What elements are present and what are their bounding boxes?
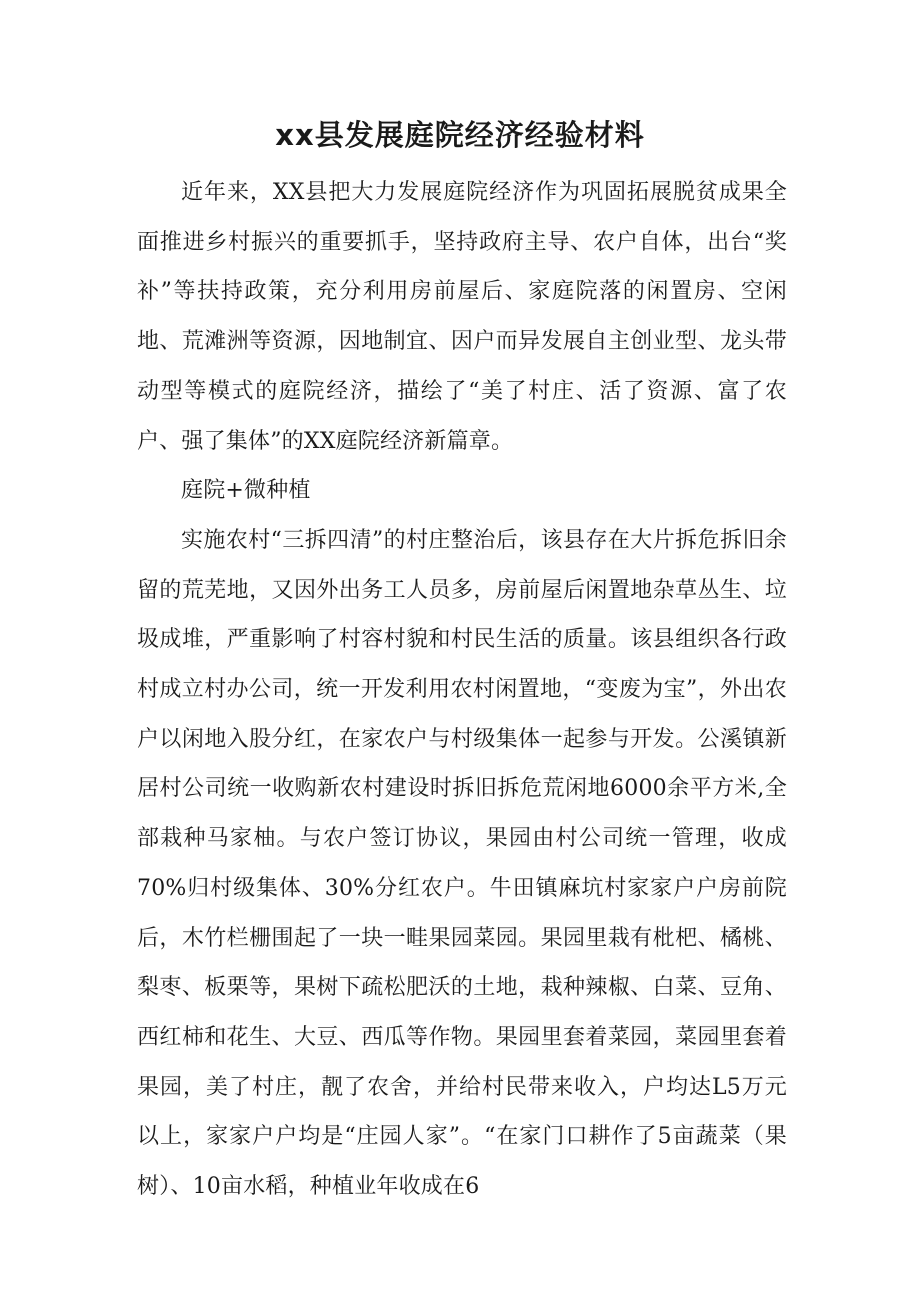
document-body <box>137 168 787 1212</box>
section-paragraph: 实施农村“三拆四清”的村庄整治后，该县存在大片拆危拆旧余留的荒芜地，又因外出务工人员多，房前屋后闲置地杂草丛生、垃圾成堆，严重影响了村容村貌和村民生活的质量。该县组织各行政村成立村办公司，统一开发利用农村闲置地，“变废为宝”，外出农户以闲地入股分红，在家农户与村级集体一起参与开发。公溪镇新居村公司统一收购新农村建设时拆旧拆危荒闲地6000余平方米,全部栽种马家柚。与农户签订协议，果园由村公司统一管理，收成70%归村级集体、30%分红农户。牛田镇麻坑村家家户户房前院后，木竹栏栅围起了一块一畦果园菜园。果园里栽有枇杷、橘桃、梨枣、板栗等，果树下疏松肥沃的土地，栽种辣椒、白菜、豆角、西红柿和花生、大豆、西瓜等作物。果园里套着菜园，菜园里套着果园，美了村庄，靓了农舍，并给村民带来收入，户均达L5万元以上，家家户户均是“庄园人家”。“在家门口耕作了5亩蔬菜（果树）、10亩水稻，种植业年收成在6 <box>137 527 787 1200</box>
document-title: xx县发展庭院经济经验材料 <box>275 118 645 152</box>
section-heading: 庭院+微种植 <box>181 478 311 504</box>
intro-paragraph: 近年来，XX县把大力发展庭院经济作为巩固拓展脱贫成果全面推进乡村振兴的重要抓手，坚持政府主导、农户自体，出台“奖补”等扶持政策，充分利用房前屋后、家庭院落的闲置房、空闲地、荒滩洲等资源，因地制宜、因户而异发展自主创业型、龙头带动型等模式的庭院经济，描绘了“美了村庄、活了资源、富了农户、强了集体”的XX庭院经济新篇章。 <box>137 180 787 454</box>
